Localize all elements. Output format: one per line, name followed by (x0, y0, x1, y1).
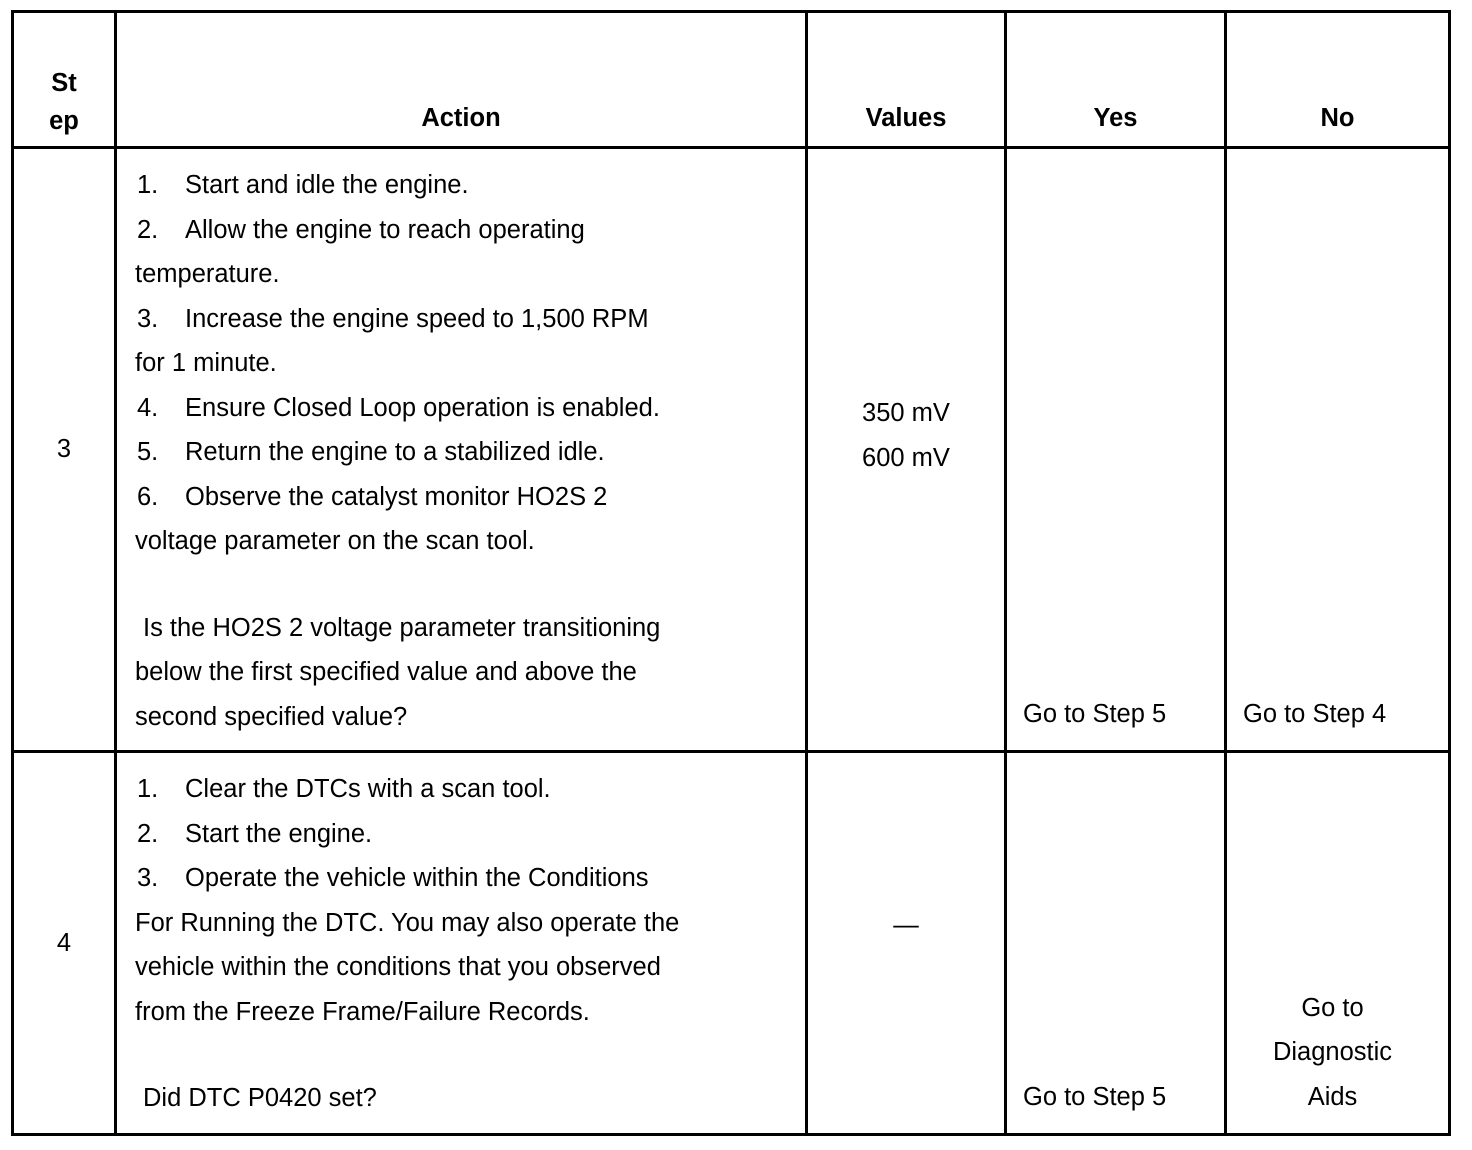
question-line: second specified value? (135, 702, 408, 731)
action-item-continuation: from the Freeze Frame/Failure Records. (135, 997, 590, 1026)
header-action: Action (116, 12, 807, 148)
action-item-continuation: vehicle within the conditions that you observed (135, 953, 661, 981)
question-line: below the first specified value and above the (135, 658, 637, 686)
no-cell: Go to Step 4 (1226, 148, 1450, 752)
action-cell (116, 752, 807, 1135)
header-row (13, 12, 1450, 148)
action-item: 6. Observe the catalyst monitor HO2S 2 (137, 482, 608, 511)
action-item: 5. Return the engine to a stabilized idle. (137, 438, 605, 466)
header-step-line2: ep (49, 107, 79, 135)
yes-cell: Go to Step 5 (1006, 752, 1226, 1135)
no-line: Go to (1301, 993, 1364, 1022)
action-item-continuation: voltage parameter on the scan tool. (135, 527, 535, 555)
values-cell (807, 148, 1006, 752)
action-item: 3. Increase the engine speed to 1,500 RPM (137, 304, 649, 333)
action-item: 2. Allow the engine to reach operating (137, 215, 585, 244)
step-number: 3 (13, 148, 116, 752)
header-yes: Yes (1006, 12, 1226, 148)
value-high: 600 mV (862, 443, 950, 472)
action-item-continuation: For Running the DTC. You may also operate the (135, 908, 680, 937)
action-item-continuation: temperature. (135, 260, 280, 288)
value-dash: — (893, 910, 919, 939)
table-row (13, 752, 1450, 1135)
action-item: 2. Start the engine. (137, 819, 373, 848)
action-item: 4. Ensure Closed Loop operation is enabled. (137, 393, 660, 422)
value-low: 350 mV (862, 399, 950, 427)
action-item-continuation: for 1 minute. (135, 349, 277, 377)
no-line: Diagnostic (1272, 1038, 1393, 1066)
question-line: Is the HO2S 2 voltage parameter transitioning (143, 613, 661, 642)
header-no: No (1226, 12, 1450, 148)
header-step-line1: St (51, 69, 77, 97)
header-step (13, 12, 116, 148)
action-item: 1. Start and idle the engine. (137, 171, 469, 199)
yes-cell: Go to Step 5 (1006, 148, 1226, 752)
no-cell (1226, 752, 1450, 1135)
step-number: 4 (13, 752, 116, 1135)
action-item: 3. Operate the vehicle within the Conditions (137, 864, 649, 892)
diagnostic-table (11, 10, 1451, 1136)
values-cell (807, 752, 1006, 1135)
action-item: 1. Clear the DTCs with a scan tool. (137, 775, 551, 803)
table-row (13, 148, 1450, 752)
action-cell (116, 148, 807, 752)
no-line: Aids (1307, 1082, 1358, 1111)
question-line: Did DTC P0420 set? (143, 1084, 377, 1112)
header-values: Values (807, 12, 1006, 148)
